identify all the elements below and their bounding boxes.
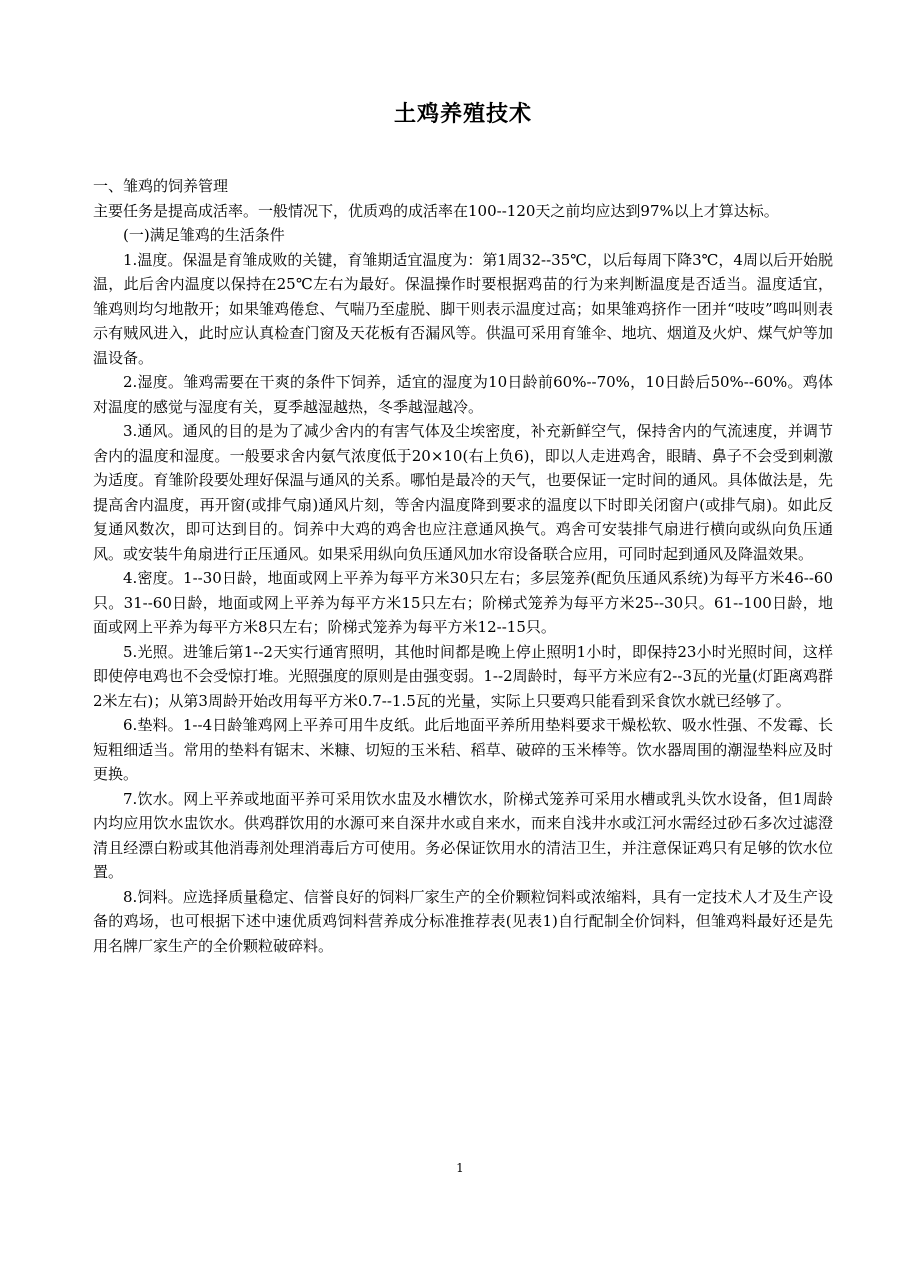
paragraph-density: 4.密度。1--30日龄，地面或网上平养为每平方米30只左右；多层笼养(配负压通风系统)为每平方米46--60只。31--60日龄，地面或网上平养为每平方米15只左右；阶梯式笼养为每平方米25--30只。61--100日龄，地面或网上平养为每平方米8只左右；阶梯式笼养为每平方米12--15只。 [93, 569, 833, 636]
paragraph-humidity: 2.湿度。雏鸡需要在干爽的条件下饲养，适宜的湿度为10日龄前60%--70%，10日龄后50%--60%。鸡体对温度的感觉与湿度有关，夏季越湿越热，冬季越湿越冷。 [93, 373, 833, 416]
paragraph-temperature: 1.温度。保温是育雏成败的关键，育雏期适宜温度为：第1周32--35℃，以后每周下降3℃，4周以后开始脱温，此后舍内温度以保持在25℃左右为最好。保温操作时要根据鸡苗的行为来判断温度是否适当。温度适宜，雏鸡则均匀地散开；如果雏鸡倦怠、气喘乃至虚脱、脚干则表示温度过高；如果雏鸡挤作一团并“吱吱”鸣叫则表示有贼风进入，此时应认真检查门窗及天花板有否漏风等。供温可采用育雏伞、地坑、烟道及火炉、煤气炉等加温设备。 [93, 250, 833, 367]
document-title: 土鸡养殖技术 [393, 102, 532, 127]
intro-paragraph: 主要任务是提高成活率。一般情况下，优质鸡的成活率在100--120天之前均应达到97%以上才算达标。 [93, 201, 779, 220]
paragraph-bedding: 6.垫料。1--4日龄雏鸡网上平养可用牛皮纸。此后地面平养所用垫料要求干燥松软、吸水性强、不发霉、长短粗细适当。常用的垫料有锯末、米糠、切短的玉米秸、稻草、破碎的玉米棒等。饮水器周围的潮湿垫料应及时更换。 [93, 716, 833, 783]
paragraph-ventilation: 3.通风。通风的目的是为了减少舍内的有害气体及尘埃密度，补充新鲜空气，保持舍内的气流速度，并调节舍内的温度和湿度。一般要求舍内氨气浓度低于20×10(右上负6)，即以人走进鸡舍，眼睛、鼻子不会受到刺激为适度。育雏阶段要处理好保温与通风的关系。哪怕是最冷的天气，也要保证一定时间的通风。具体做法是，先提高舍内温度，再开窗(或排气扇)通风片刻，等舍内温度降到要求的温度以下时即关闭窗户(或排气扇)。如此反复通风数次，即可达到目的。饲养中大鸡的鸡舍也应注意通风换气。鸡舍可安装排气扇进行横向或纵向负压通风。或安装牛角扇进行正压通风。如果采用纵向负压通风加水帘设备联合应用，可同时起到通风及降温效果。 [93, 422, 833, 563]
subsection-heading: (一)满足雏鸡的生活条件 [123, 226, 285, 244]
paragraph-drinking-water: 7.饮水。网上平养或地面平养可采用饮水盅及水槽饮水，阶梯式笼养可采用水槽或乳头饮水设备，但1周龄内均应用饮水盅饮水。供鸡群饮用的水源可来自深井水或自来水，而来自浅井水或江河水需经过砂石多次过滤澄清且经漂白粉或其他消毒剂处理消毒后方可使用。务必保证饮用水的清洁卫生，并注意保证鸡只有足够的饮水位置。 [93, 789, 833, 881]
page-number: 1 [456, 1161, 464, 1175]
document-page [93, 100, 833, 958]
section-heading: 一、雏鸡的饲养管理 [93, 177, 229, 195]
paragraph-lighting: 5.光照。进雏后第1--2天实行通宵照明，其他时间都是晚上停止照明1小时，即保持23小时光照时间，这样即使停电鸡也不会受惊打堆。光照强度的原则是由强变弱。1--2周龄时，每平方米应有2--3瓦的光量(灯距离鸡群2米左右)；从第3周龄开始改用每平方米0.7--1.5瓦的光量，实际上只要鸡只能看到采食饮水就已经够了。 [93, 642, 833, 710]
paragraph-feed: 8.饲料。应选择质量稳定、信誉良好的饲料厂家生产的全价颗粒饲料或浓缩料，具有一定技术人才及生产设备的鸡场，也可根据下述中速优质鸡饲料营养成分标准推荐表(见表1)自行配制全价饲料，但雏鸡料最好还是先用名牌厂家生产的全价颗粒破碎料。 [93, 887, 833, 955]
